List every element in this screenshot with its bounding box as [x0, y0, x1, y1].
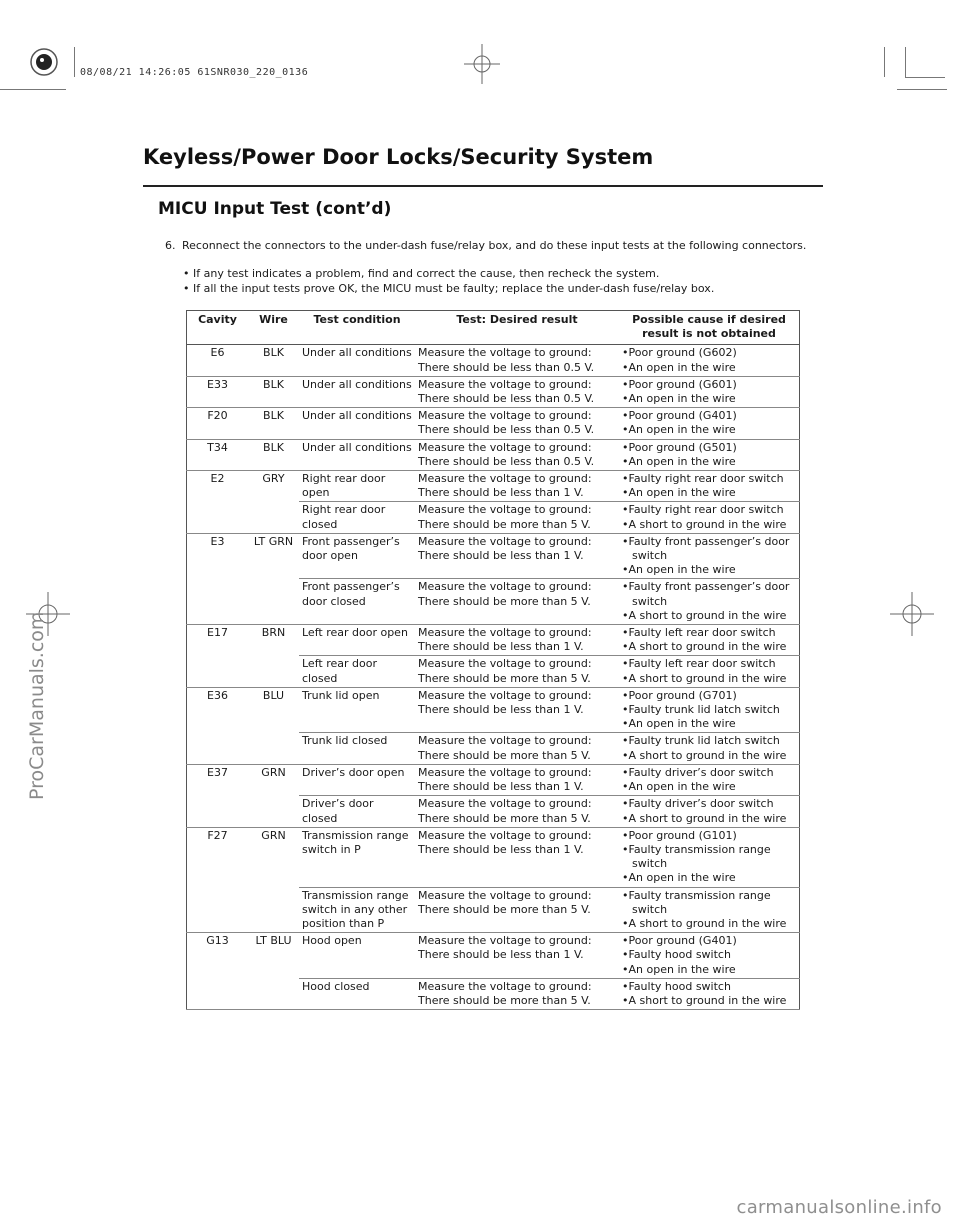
cell-wire: BLK: [248, 408, 299, 439]
crop-mark: [884, 47, 885, 77]
input-test-table: [186, 310, 800, 1010]
cell-cavity: E36: [187, 687, 249, 764]
cause-item: • A short to ground in the wire: [622, 640, 796, 654]
cause-list: [622, 378, 796, 406]
cell-desired-result: Measure the voltage to ground: There should be more than 5 V.: [415, 796, 619, 827]
cause-item: • Poor ground (G601): [622, 378, 796, 392]
cell-test-condition: Right rear door open: [299, 471, 415, 502]
cell-cavity: E17: [187, 625, 249, 688]
cell-desired-result: Measure the voltage to ground: There should be less than 0.5 V.: [415, 439, 619, 470]
cause-item: • An open in the wire: [622, 423, 796, 437]
cause-list: [622, 657, 796, 685]
table-row: [187, 827, 800, 887]
header-desired-result: Test: Desired result: [415, 311, 619, 345]
cell-desired-result: Measure the voltage to ground: There should be less than 1 V.: [415, 933, 619, 979]
step-instruction: [165, 239, 825, 252]
cell-desired-result: Measure the voltage to ground: There should be more than 5 V.: [415, 733, 619, 764]
side-watermark-text: ProCarManuals.com: [26, 611, 48, 800]
cell-possible-cause: [619, 827, 800, 887]
cause-item: • An open in the wire: [622, 563, 796, 577]
header-possible-cause: Possible cause if desired result is not obtained: [619, 311, 800, 345]
cause-item: • Faulty transmission range switch: [622, 889, 796, 917]
cell-possible-cause: [619, 687, 800, 733]
cell-test-condition: Right rear door closed: [299, 502, 415, 533]
crop-mark: [897, 89, 947, 90]
cell-test-condition: Under all conditions: [299, 408, 415, 439]
cause-item: • A short to ground in the wire: [622, 672, 796, 686]
cell-possible-cause: [619, 376, 800, 407]
cell-test-condition: Front passenger’s door open: [299, 533, 415, 579]
header-test-condition: Test condition: [299, 311, 415, 345]
cause-item: • Faulty driver’s door switch: [622, 797, 796, 811]
cause-list: [622, 535, 796, 578]
subsection-title: MICU Input Test (cont’d): [158, 199, 392, 219]
cell-test-condition: Under all conditions: [299, 376, 415, 407]
cause-list: [622, 409, 796, 437]
cause-item: • Faulty trunk lid latch switch: [622, 734, 796, 748]
cell-test-condition: Hood closed: [299, 978, 415, 1009]
cell-cavity: E3: [187, 533, 249, 624]
crosshair-mark-icon: [890, 592, 934, 636]
cell-possible-cause: [619, 439, 800, 470]
crop-mark: [905, 47, 906, 77]
cell-test-condition: Under all conditions: [299, 345, 415, 376]
cell-desired-result: Measure the voltage to ground: There should be less than 1 V.: [415, 827, 619, 887]
cause-item: • A short to ground in the wire: [622, 749, 796, 763]
cause-item: • An open in the wire: [622, 392, 796, 406]
step-text: Reconnect the connectors to the under-dash fuse/relay box, and do these input tests at the following connectors.: [182, 239, 807, 252]
cell-possible-cause: [619, 579, 800, 625]
cell-desired-result: Measure the voltage to ground: There should be more than 5 V.: [415, 502, 619, 533]
title-divider: [143, 185, 823, 187]
cell-desired-result: Measure the voltage to ground: There should be less than 1 V.: [415, 533, 619, 579]
cause-list: [622, 580, 796, 623]
cell-test-condition: Transmission range switch in P: [299, 827, 415, 887]
cell-test-condition: Driver’s door closed: [299, 796, 415, 827]
cell-possible-cause: [619, 733, 800, 764]
cause-list: [622, 472, 796, 500]
cause-item: • An open in the wire: [622, 780, 796, 794]
table-row: [187, 687, 800, 733]
cell-wire: BLK: [248, 439, 299, 470]
cell-cavity: G13: [187, 933, 249, 1010]
cause-list: [622, 346, 796, 374]
cell-possible-cause: [619, 345, 800, 376]
cell-cavity: E2: [187, 471, 249, 534]
cause-item: • Poor ground (G401): [622, 934, 796, 948]
cell-possible-cause: [619, 933, 800, 979]
cause-item: • Poor ground (G101): [622, 829, 796, 843]
cause-item: • A short to ground in the wire: [622, 518, 796, 532]
cell-desired-result: Measure the voltage to ground: There should be less than 1 V.: [415, 625, 619, 656]
cell-possible-cause: [619, 656, 800, 687]
cell-test-condition: Transmission range switch in any other position than P: [299, 887, 415, 933]
table-header-row: [187, 311, 800, 345]
crop-mark: [0, 89, 66, 90]
cause-item: • A short to ground in the wire: [622, 917, 796, 931]
cell-wire: LT GRN: [248, 533, 299, 624]
table-row: [187, 345, 800, 376]
cause-item: • Faulty hood switch: [622, 948, 796, 962]
cause-item: • An open in the wire: [622, 455, 796, 469]
cell-desired-result: Measure the voltage to ground: There should be less than 1 V.: [415, 764, 619, 795]
table-row: [187, 471, 800, 502]
cell-test-condition: Trunk lid open: [299, 687, 415, 733]
step-number: 6.: [165, 239, 176, 252]
cell-desired-result: Measure the voltage to ground: There should be more than 5 V.: [415, 978, 619, 1009]
cause-list: [622, 797, 796, 825]
cell-desired-result: Measure the voltage to ground: There should be more than 5 V.: [415, 887, 619, 933]
cause-item: • Faulty trunk lid latch switch: [622, 703, 796, 717]
cell-possible-cause: [619, 408, 800, 439]
cause-list: [622, 829, 796, 886]
cause-item: • A short to ground in the wire: [622, 812, 796, 826]
cause-list: [622, 766, 796, 794]
cell-desired-result: Measure the voltage to ground: There should be less than 0.5 V.: [415, 408, 619, 439]
header-cavity: Cavity: [187, 311, 249, 345]
cell-cavity: F20: [187, 408, 249, 439]
cell-cavity: F27: [187, 827, 249, 932]
cause-list: [622, 689, 796, 732]
cell-test-condition: Hood open: [299, 933, 415, 979]
cell-desired-result: Measure the voltage to ground: There should be less than 1 V.: [415, 687, 619, 733]
cell-possible-cause: [619, 471, 800, 502]
cell-cavity: E33: [187, 376, 249, 407]
cell-wire: GRN: [248, 764, 299, 827]
crop-mark: [74, 47, 75, 77]
cause-item: • Faulty right rear door switch: [622, 472, 796, 486]
header-wire: Wire: [248, 311, 299, 345]
cause-item: • Poor ground (G602): [622, 346, 796, 360]
cause-list: [622, 889, 796, 932]
table-row: [187, 933, 800, 979]
cell-desired-result: Measure the voltage to ground: There should be less than 0.5 V.: [415, 376, 619, 407]
cause-item: • A short to ground in the wire: [622, 994, 796, 1008]
cause-item: • An open in the wire: [622, 361, 796, 375]
cell-possible-cause: [619, 533, 800, 579]
crop-mark: [905, 77, 945, 78]
cell-cavity: E37: [187, 764, 249, 827]
section-title: Keyless/Power Door Locks/Security System: [143, 145, 654, 169]
cause-item: • Faulty transmission range switch: [622, 843, 796, 871]
cause-item: • Faulty left rear door switch: [622, 657, 796, 671]
cause-item: • Faulty hood switch: [622, 980, 796, 994]
cell-wire: BLU: [248, 687, 299, 764]
cell-cavity: E6: [187, 345, 249, 376]
cause-item: • Faulty driver’s door switch: [622, 766, 796, 780]
bottom-watermark: carmanualsonline.info: [736, 1197, 942, 1218]
cell-cavity: T34: [187, 439, 249, 470]
cause-item: • An open in the wire: [622, 871, 796, 885]
cause-item: • Faulty left rear door switch: [622, 626, 796, 640]
cause-item: • A short to ground in the wire: [622, 609, 796, 623]
cell-wire: GRY: [248, 471, 299, 534]
table-row: [187, 764, 800, 795]
crosshair-mark-icon: [462, 44, 502, 84]
cause-list: [622, 503, 796, 531]
table-row: [187, 439, 800, 470]
cell-test-condition: Front passenger’s door closed: [299, 579, 415, 625]
cause-list: [622, 934, 796, 977]
cell-test-condition: Under all conditions: [299, 439, 415, 470]
cell-possible-cause: [619, 796, 800, 827]
cell-test-condition: Driver’s door open: [299, 764, 415, 795]
cell-wire: LT BLU: [248, 933, 299, 1010]
cell-test-condition: Trunk lid closed: [299, 733, 415, 764]
cause-item: • Poor ground (G401): [622, 409, 796, 423]
cause-item: • Faulty right rear door switch: [622, 503, 796, 517]
cell-possible-cause: [619, 625, 800, 656]
cause-item: • An open in the wire: [622, 963, 796, 977]
table-row: [187, 533, 800, 579]
table-body: [187, 345, 800, 1010]
cell-desired-result: Measure the voltage to ground: There should be more than 5 V.: [415, 656, 619, 687]
cell-desired-result: Measure the voltage to ground: There should be less than 0.5 V.: [415, 345, 619, 376]
note-list: [183, 266, 823, 296]
table-row: [187, 625, 800, 656]
table-row: [187, 376, 800, 407]
cause-item: • Faulty front passenger’s door switch: [622, 535, 796, 563]
side-watermark: [22, 440, 50, 800]
registration-mark-icon: [24, 42, 64, 82]
print-stamp: 08/08/21 14:26:05 61SNR030_220_0136: [80, 67, 309, 78]
cell-wire: BLK: [248, 376, 299, 407]
cause-item: • Poor ground (G701): [622, 689, 796, 703]
cell-wire: GRN: [248, 827, 299, 932]
cause-list: [622, 441, 796, 469]
table-row: [187, 408, 800, 439]
cause-list: [622, 980, 796, 1008]
note-item: • If all the input tests prove OK, the MICU must be faulty; replace the under-dash fuse/relay box.: [183, 281, 823, 296]
note-item: • If any test indicates a problem, find and correct the cause, then recheck the system.: [183, 266, 823, 281]
cell-possible-cause: [619, 502, 800, 533]
cause-item: • Poor ground (G501): [622, 441, 796, 455]
cell-possible-cause: [619, 764, 800, 795]
cell-possible-cause: [619, 887, 800, 933]
cause-item: • Faulty front passenger’s door switch: [622, 580, 796, 608]
cell-wire: BLK: [248, 345, 299, 376]
cause-item: • An open in the wire: [622, 486, 796, 500]
cell-desired-result: Measure the voltage to ground: There should be more than 5 V.: [415, 579, 619, 625]
cause-list: [622, 734, 796, 762]
cell-test-condition: Left rear door closed: [299, 656, 415, 687]
cell-desired-result: Measure the voltage to ground: There should be less than 1 V.: [415, 471, 619, 502]
cause-item: • An open in the wire: [622, 717, 796, 731]
cell-test-condition: Left rear door open: [299, 625, 415, 656]
cell-possible-cause: [619, 978, 800, 1009]
cell-wire: BRN: [248, 625, 299, 688]
cause-list: [622, 626, 796, 654]
